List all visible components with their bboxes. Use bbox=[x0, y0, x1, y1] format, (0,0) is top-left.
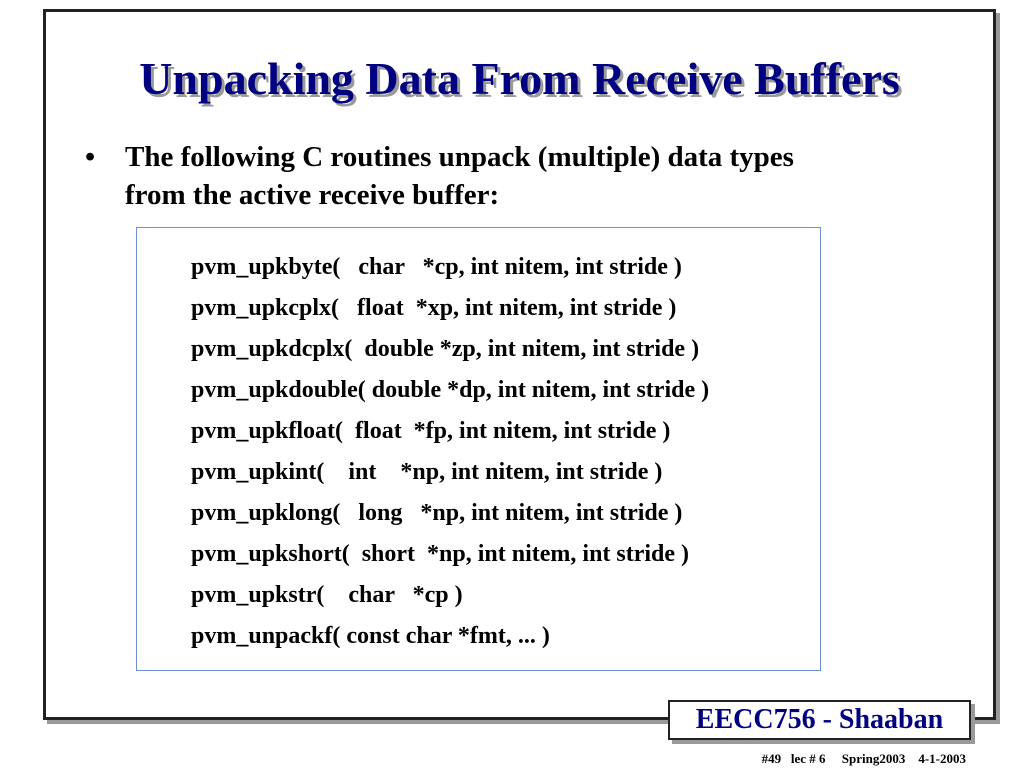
bullet-text bbox=[125, 138, 945, 214]
code-line-upkdcplx: pvm_upkdcplx( double *zp, int nitem, int stride ) bbox=[191, 336, 700, 362]
code-line-upkstr: pvm_upkstr( char *cp ) bbox=[191, 582, 463, 608]
bullet-text-line-2: from the active receive buffer: bbox=[125, 179, 500, 211]
code-line-upklong: pvm_upklong( long *np, int nitem, int stride ) bbox=[191, 500, 683, 526]
code-listing bbox=[191, 247, 709, 657]
code-line-upkcplx: pvm_upkcplx( float *xp, int nitem, int stride ) bbox=[191, 295, 677, 321]
bullet-dot: • bbox=[85, 141, 96, 173]
code-line-upkshort: pvm_upkshort( short *np, int nitem, int stride ) bbox=[191, 541, 690, 567]
code-listing-box bbox=[136, 227, 821, 671]
code-line-upkfloat: pvm_upkfloat( float *fp, int nitem, int stride ) bbox=[191, 418, 671, 444]
code-line-unpackf: pvm_unpackf( const char *fmt, ... ) bbox=[191, 623, 550, 649]
slide-title: Unpacking Data From Receive Buffers bbox=[139, 53, 900, 104]
bullet-text-line-1: The following C routines unpack (multiple) data types bbox=[125, 141, 794, 173]
slide-footer-meta: #49 lec # 6 Spring2003 4-1-2003 bbox=[761, 751, 966, 766]
code-line-upkint: pvm_upkint( int *np, int nitem, int stride ) bbox=[191, 459, 663, 485]
bullet-item bbox=[85, 138, 945, 214]
course-badge: EECC756 - Shaaban bbox=[668, 700, 971, 740]
code-line-upkdouble: pvm_upkdouble( double *dp, int nitem, int stride ) bbox=[191, 377, 710, 403]
code-line-upkbyte: pvm_upkbyte( char *cp, int nitem, int stride ) bbox=[191, 254, 682, 280]
